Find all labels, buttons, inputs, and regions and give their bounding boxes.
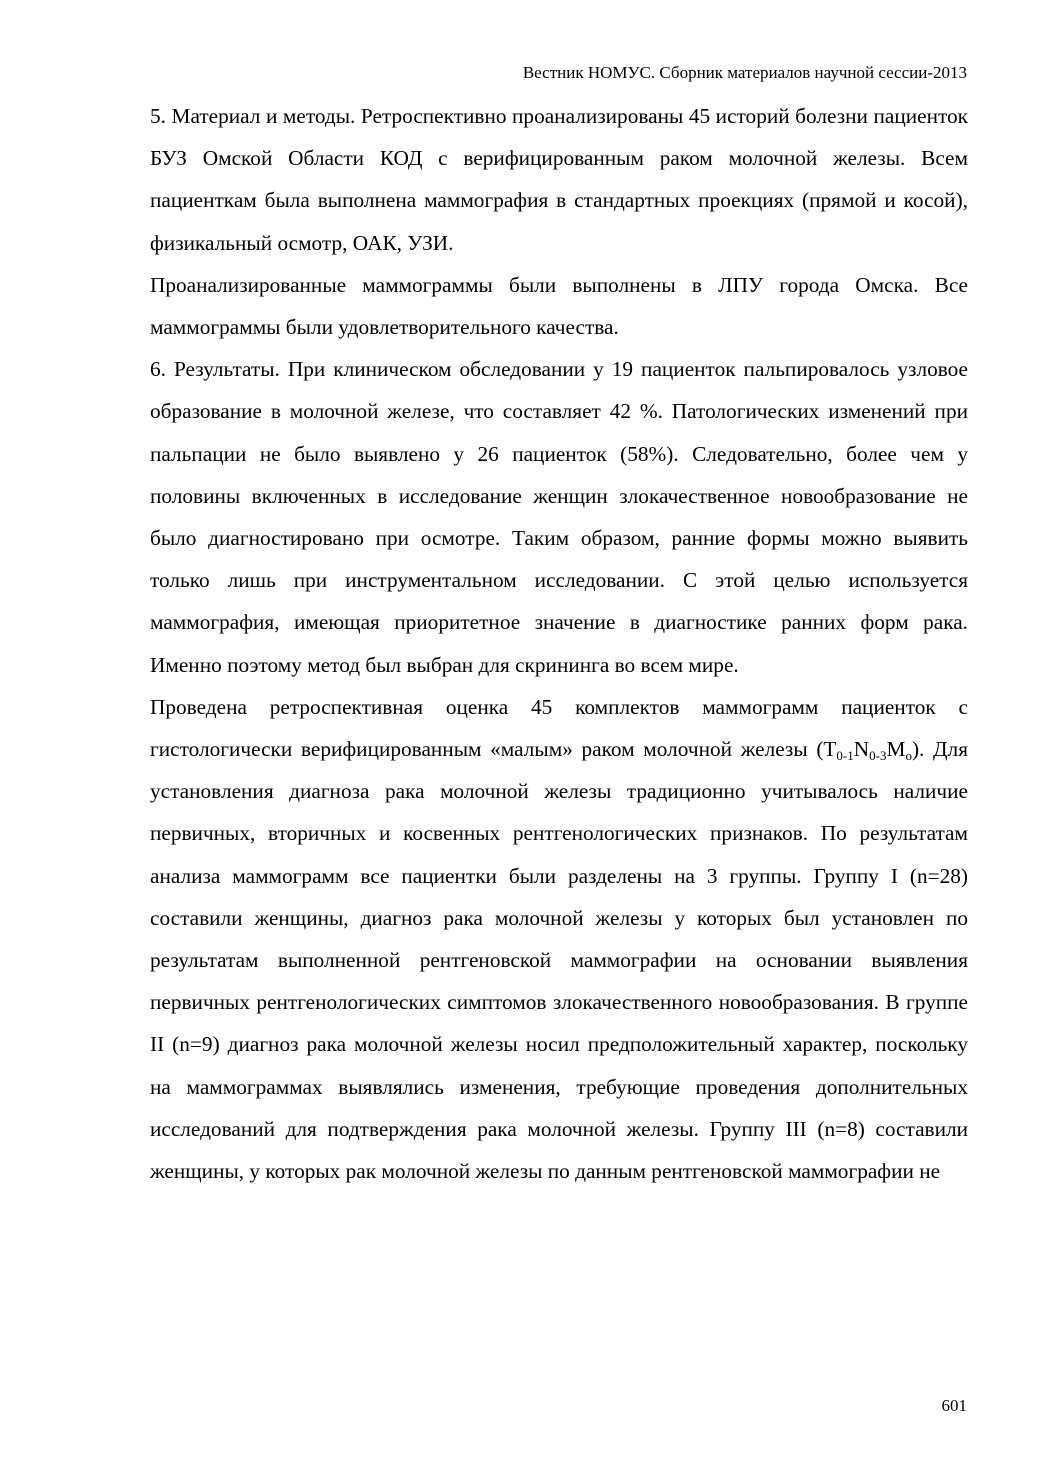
m-stage-letter: M: [886, 737, 906, 762]
running-header: Вестник НОМУС. Сборник материалов научной сессии-2013: [522, 63, 967, 82]
assessment-groups-text: ). Для установления диагноза рака молочной железы традиционно учитывалось наличие первичных, вторичных и косвенных рентгенологических признаков. По результатам анализа маммограмм все пациентки были разделены на 3 группы. Группу I (n=28) составили женщины, диагноз рака молочной железы у которых был установлен по результатам выполненной рентгеновской маммографии на основании выявления первичных рентгенологических симптомов злокачественного новообразования. В группе II (n=9) диагноз рака молочной железы носил предположительный характер, поскольку на маммограммах выявлялись изменения, требующие проведения дополнительных исследований для подтверждения рака молочной железы. Группу III (n=8) составили женщины, у которых рак молочной железы по данным рентгеновской маммографии не: [150, 737, 968, 1184]
paragraph-materials-methods: 5. Материал и методы. Ретроспективно проанализированы 45 историй болезни пациенток БУЗ Омской Области КОД с верифицированным раком молочной железы. Всем пациенткам была выполнена маммография в стандартных проекциях (прямой и косой), физикальный осмотр, ОАК, УЗИ.: [150, 104, 968, 255]
paragraph-mammogram-quality: Проанализированные маммограммы были выполнены в ЛПУ города Омска. Все маммограммы были удовлетворительного качества.: [150, 272, 968, 340]
n-stage-letter: N: [853, 737, 870, 762]
paragraph-retrospective-assessment: [150, 686, 968, 1192]
m-stage-subscript: o: [905, 748, 912, 764]
page-number: 601: [941, 1396, 967, 1415]
page-body: [150, 95, 968, 1192]
assessment-intro: Проведена ретроспективная оценка 45 комплектов маммограмм пациенток с гистологически верифицированным «малым» раком молочной железы (T: [150, 694, 968, 762]
t-stage-subscript: 0-1: [836, 748, 854, 764]
paragraph-results: 6. Результаты. При клиническом обследовании у 19 пациенток пальпировалось узловое образование в молочной железе, что составляет 42 %. Патологических изменений при пальпации не было выявлено у 26 пациенток (58%). Следовательно, более чем у половины включенных в исследование женщин злокачественное новообразование не было диагностировано при осмотре. Таким образом, ранние формы можно выявить только лишь при инструментальном исследовании. С этой целью используется маммография, имеющая приоритетное значение в диагностике ранних форм рака. Именно поэтому метод был выбран для скрининга во всем мире.: [150, 357, 968, 677]
n-stage-subscript: 0-3: [869, 748, 887, 764]
